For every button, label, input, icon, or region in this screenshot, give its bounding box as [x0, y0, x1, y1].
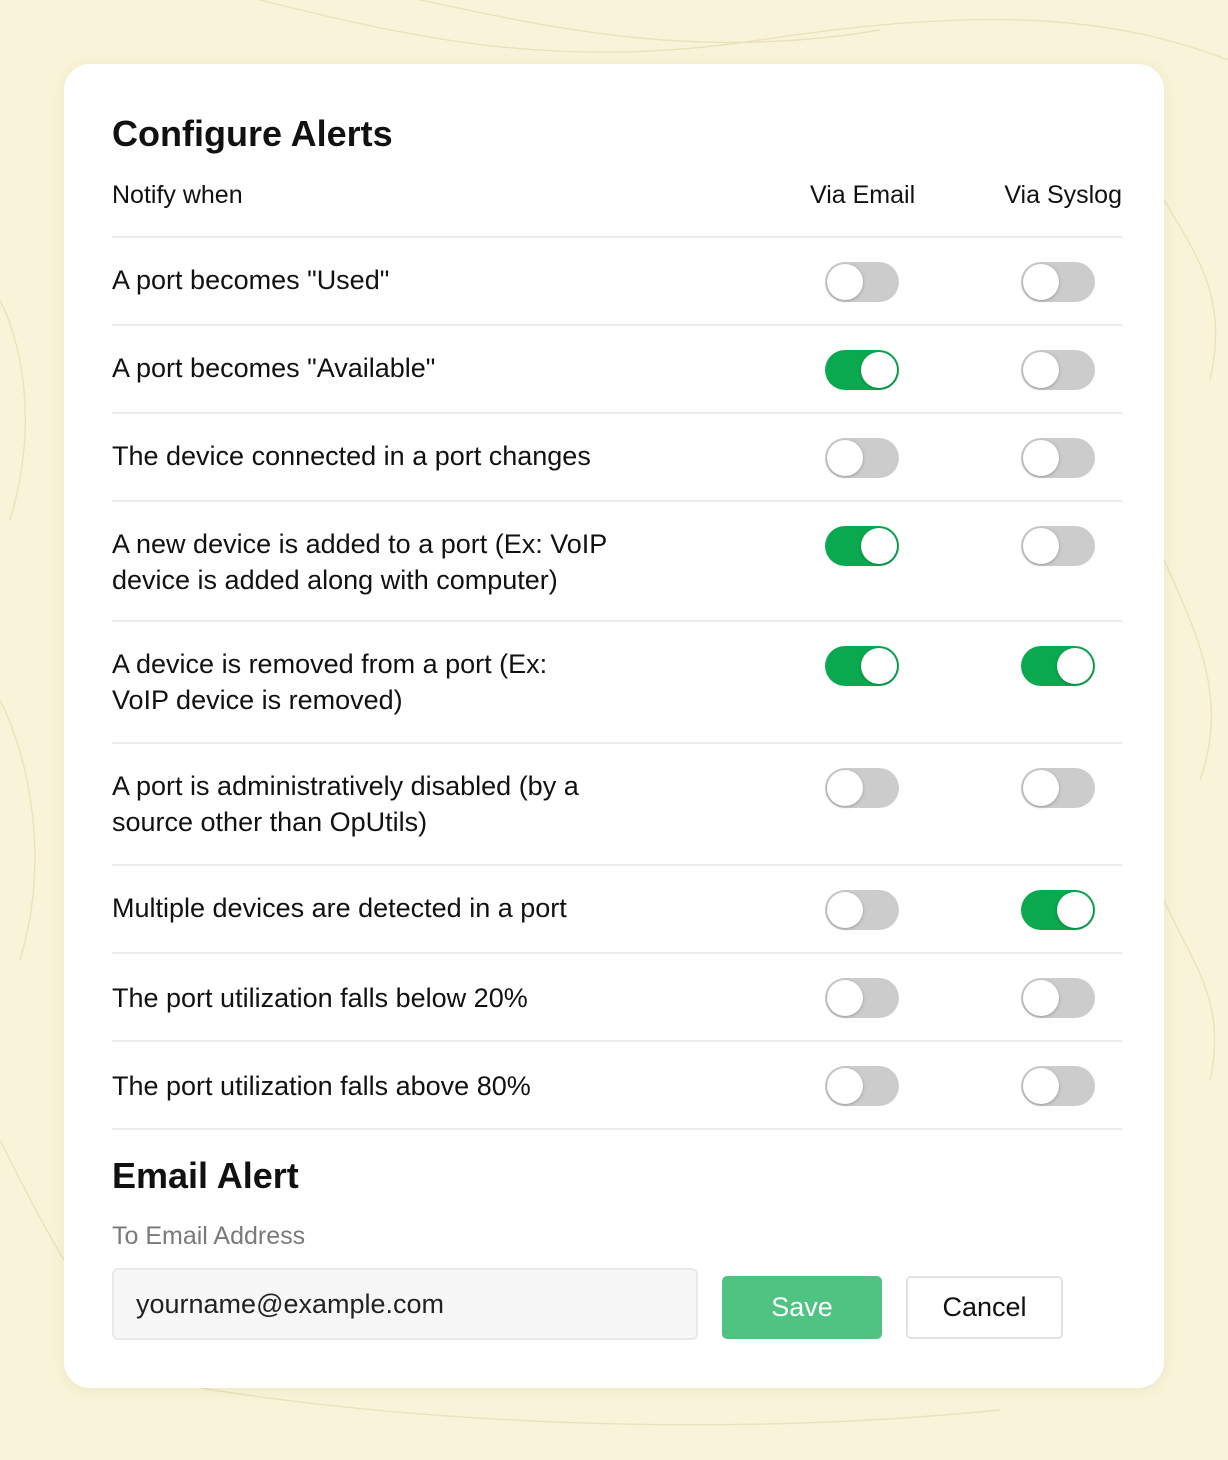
syslog-toggle[interactable]: [1021, 1066, 1095, 1106]
alert-rows: [112, 238, 1122, 1130]
alert-row-label: A port is administratively disabled (by a source other than OpUtils): [112, 771, 579, 837]
toggle-knob: [861, 648, 897, 684]
email-toggle[interactable]: [825, 978, 899, 1018]
syslog-toggle[interactable]: [1021, 438, 1095, 478]
alert-row-label: A device is removed from a port (Ex: VoIP device is removed): [112, 649, 548, 715]
syslog-toggle[interactable]: [1021, 768, 1095, 808]
email-toggle[interactable]: [825, 350, 899, 390]
email-toggle[interactable]: [825, 890, 899, 930]
via-syslog-header: Via Syslog: [1004, 181, 1122, 209]
toggle-knob: [1023, 264, 1059, 300]
syslog-toggle[interactable]: [1021, 350, 1095, 390]
configure-alerts-card: [64, 64, 1164, 1388]
toggle-knob: [827, 980, 863, 1016]
email-alert-title: Email Alert: [112, 1155, 299, 1196]
alert-row-label: A port becomes "Available": [112, 353, 436, 383]
alert-row: [112, 414, 1122, 502]
alert-row-label: A new device is added to a port (Ex: VoIP device is added along with computer): [112, 529, 608, 595]
email-toggle[interactable]: [825, 262, 899, 302]
to-email-label: To Email Address: [112, 1222, 306, 1250]
alert-row: [112, 1042, 1122, 1130]
save-button[interactable]: Save: [722, 1276, 882, 1339]
page-title: Configure Alerts: [112, 113, 393, 154]
alert-row: [112, 866, 1122, 954]
email-toggle[interactable]: [825, 438, 899, 478]
toggle-knob: [827, 440, 863, 476]
alert-row: [112, 622, 1122, 744]
toggle-knob: [1023, 352, 1059, 388]
toggle-knob: [1023, 980, 1059, 1016]
toggle-knob: [861, 352, 897, 388]
toggle-knob: [827, 264, 863, 300]
alert-row: [112, 502, 1122, 622]
syslog-toggle[interactable]: [1021, 646, 1095, 686]
email-toggle[interactable]: [825, 1066, 899, 1106]
alert-row: [112, 744, 1122, 866]
alert-row-label: Multiple devices are detected in a port: [112, 893, 567, 923]
toggle-knob: [1023, 1068, 1059, 1104]
toggle-knob: [1023, 770, 1059, 806]
toggle-knob: [1023, 528, 1059, 564]
table-header: [112, 178, 1122, 238]
alert-row-label: The port utilization falls above 80%: [112, 1071, 531, 1101]
email-address-input[interactable]: [112, 1268, 698, 1340]
email-toggle[interactable]: [825, 646, 899, 686]
alert-row-label: The port utilization falls below 20%: [112, 983, 528, 1013]
syslog-toggle[interactable]: [1021, 978, 1095, 1018]
toggle-knob: [1023, 440, 1059, 476]
syslog-toggle[interactable]: [1021, 890, 1095, 930]
alert-row: [112, 238, 1122, 326]
syslog-toggle[interactable]: [1021, 262, 1095, 302]
alert-row-label: The device connected in a port changes: [112, 441, 591, 471]
alert-row: [112, 326, 1122, 414]
toggle-knob: [861, 528, 897, 564]
toggle-knob: [827, 1068, 863, 1104]
toggle-knob: [1057, 892, 1093, 928]
toggle-knob: [827, 770, 863, 806]
toggle-knob: [827, 892, 863, 928]
via-email-header: Via Email: [810, 181, 916, 209]
alert-row-label: A port becomes "Used": [112, 265, 390, 295]
email-toggle[interactable]: [825, 768, 899, 808]
toggle-knob: [1057, 648, 1093, 684]
syslog-toggle[interactable]: [1021, 526, 1095, 566]
cancel-button[interactable]: Cancel: [906, 1276, 1063, 1339]
email-toggle[interactable]: [825, 526, 899, 566]
notify-when-header: Notify when: [112, 181, 243, 209]
alert-row: [112, 954, 1122, 1042]
